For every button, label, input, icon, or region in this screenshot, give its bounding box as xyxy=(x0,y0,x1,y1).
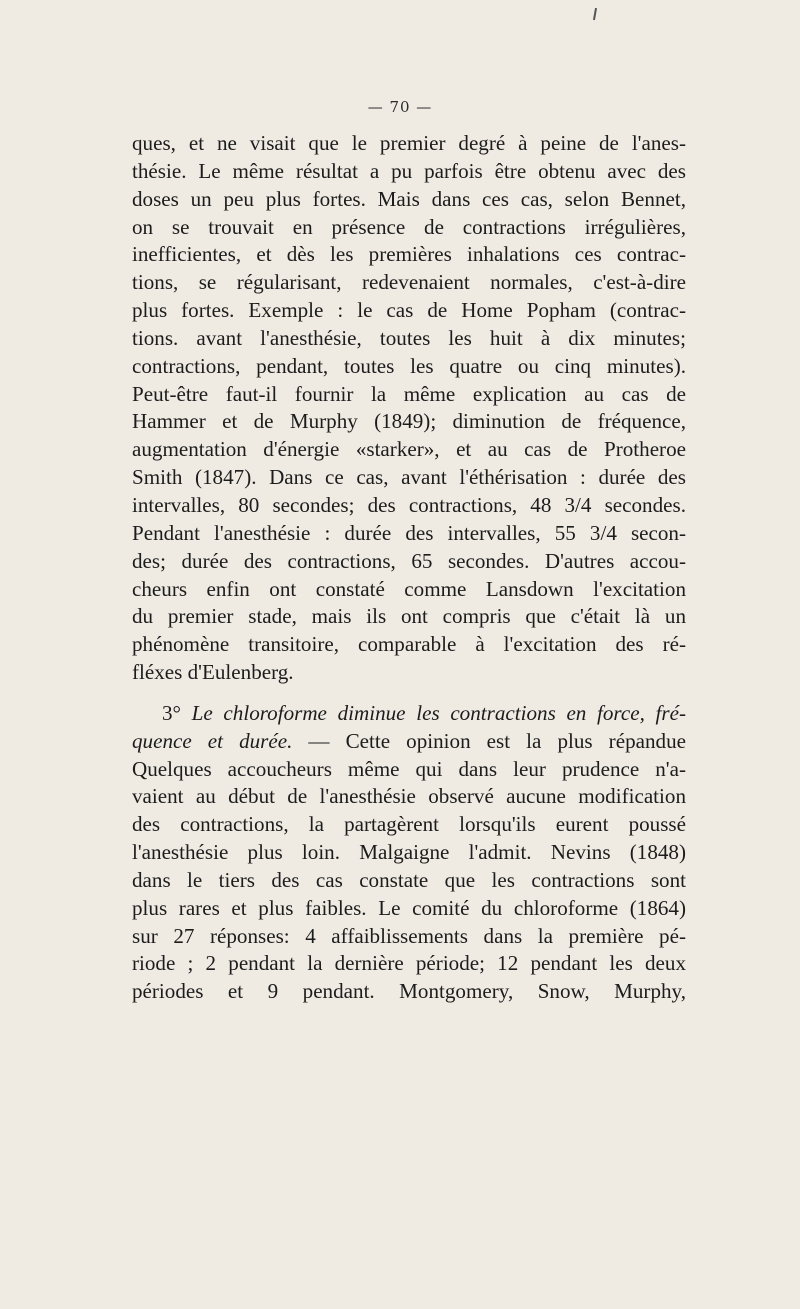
text-line: contractions, pendant, toutes les quatre ou cinq minutes). xyxy=(132,353,686,378)
italic-heading: Le chloroforme diminue les contractions en force, fré- xyxy=(191,700,686,725)
text-line: phénomène transitoire, comparable à l'excitation des ré- xyxy=(132,632,686,657)
text-line: dans le tiers des cas constate que les contractions sont xyxy=(132,867,686,892)
paragraph-1 xyxy=(132,130,686,687)
text-line: vaient au début de l'anesthésie observé aucune modification xyxy=(132,784,686,809)
text-line: fléxes d'Eulenberg. xyxy=(132,660,294,685)
body-text xyxy=(132,130,686,1006)
text-line: thésie. Le même résultat a pu parfois être obtenu avec des xyxy=(132,158,686,183)
paragraph-2 xyxy=(132,700,686,1006)
text-line: du premier stade, mais ils ont compris que c'était là un xyxy=(132,604,686,629)
text-line: Hammer et de Murphy (1849); diminution de fréquence, xyxy=(132,409,686,434)
text-fragment: — Cette opinion est la plus répandue xyxy=(292,728,686,753)
text-line: périodes et 9 pendant. Montgomery, Snow, Murphy, xyxy=(132,979,686,1004)
text-line: Smith (1847). Dans ce cas, avant l'éthérisation : durée des xyxy=(132,465,686,490)
text-line: cheurs enfin ont constaté comme Lansdown l'excitation xyxy=(132,576,686,601)
text-line: sur 27 réponses: 4 affaiblissements dans la première pé- xyxy=(132,923,686,948)
text-line: plus rares et plus faibles. Le comité du chloroforme (1864) xyxy=(132,895,686,920)
section-number: 3° xyxy=(162,700,181,725)
section-heading-line xyxy=(132,700,686,728)
text-line: tions, se régularisant, redevenaient normales, c'est-à-dire xyxy=(132,270,686,295)
text-line: riode ; 2 pendant la dernière période; 12 pendant les deux xyxy=(132,951,686,976)
text-line: des contractions, la partagèrent lorsqu'ils eurent poussé xyxy=(132,812,686,837)
italic-heading-cont: quence et durée. xyxy=(132,728,293,753)
text-line: Peut-être faut-il fournir la même explication au cas de xyxy=(132,381,686,406)
text-line: on se trouvait en présence de contractions irrégulières, xyxy=(132,214,686,239)
text-line: inefficientes, et dès les premières inhalations ces contrac- xyxy=(132,242,686,267)
text-line: Pendant l'anesthésie : durée des intervalles, 55 3/4 secon- xyxy=(132,520,686,545)
text-line: Quelques accoucheurs même qui dans leur prudence n'a- xyxy=(132,756,686,781)
text-line: tions. avant l'anesthésie, toutes les huit à dix minutes; xyxy=(132,325,686,350)
text-line: ques, et ne visait que le premier degré à peine de l'anes- xyxy=(132,131,686,155)
text-line: intervalles, 80 secondes; des contractions, 48 3/4 secondes. xyxy=(132,492,686,517)
page-number: — 70 — xyxy=(367,98,433,116)
stray-mark xyxy=(593,8,597,20)
paragraph-gap xyxy=(132,687,686,700)
section-heading-line xyxy=(132,728,686,756)
text-line: l'anesthésie plus loin. Malgaigne l'admit. Nevins (1848) xyxy=(132,840,686,865)
text-line: des; durée des contractions, 65 secondes. D'autres accou- xyxy=(132,548,686,573)
text-line: doses un peu plus fortes. Mais dans ces cas, selon Bennet, xyxy=(132,186,686,211)
text-line: plus fortes. Exemple : le cas de Home Popham (contrac- xyxy=(132,298,686,323)
text-line: augmentation d'énergie «starker», et au cas de Protheroe xyxy=(132,437,686,462)
